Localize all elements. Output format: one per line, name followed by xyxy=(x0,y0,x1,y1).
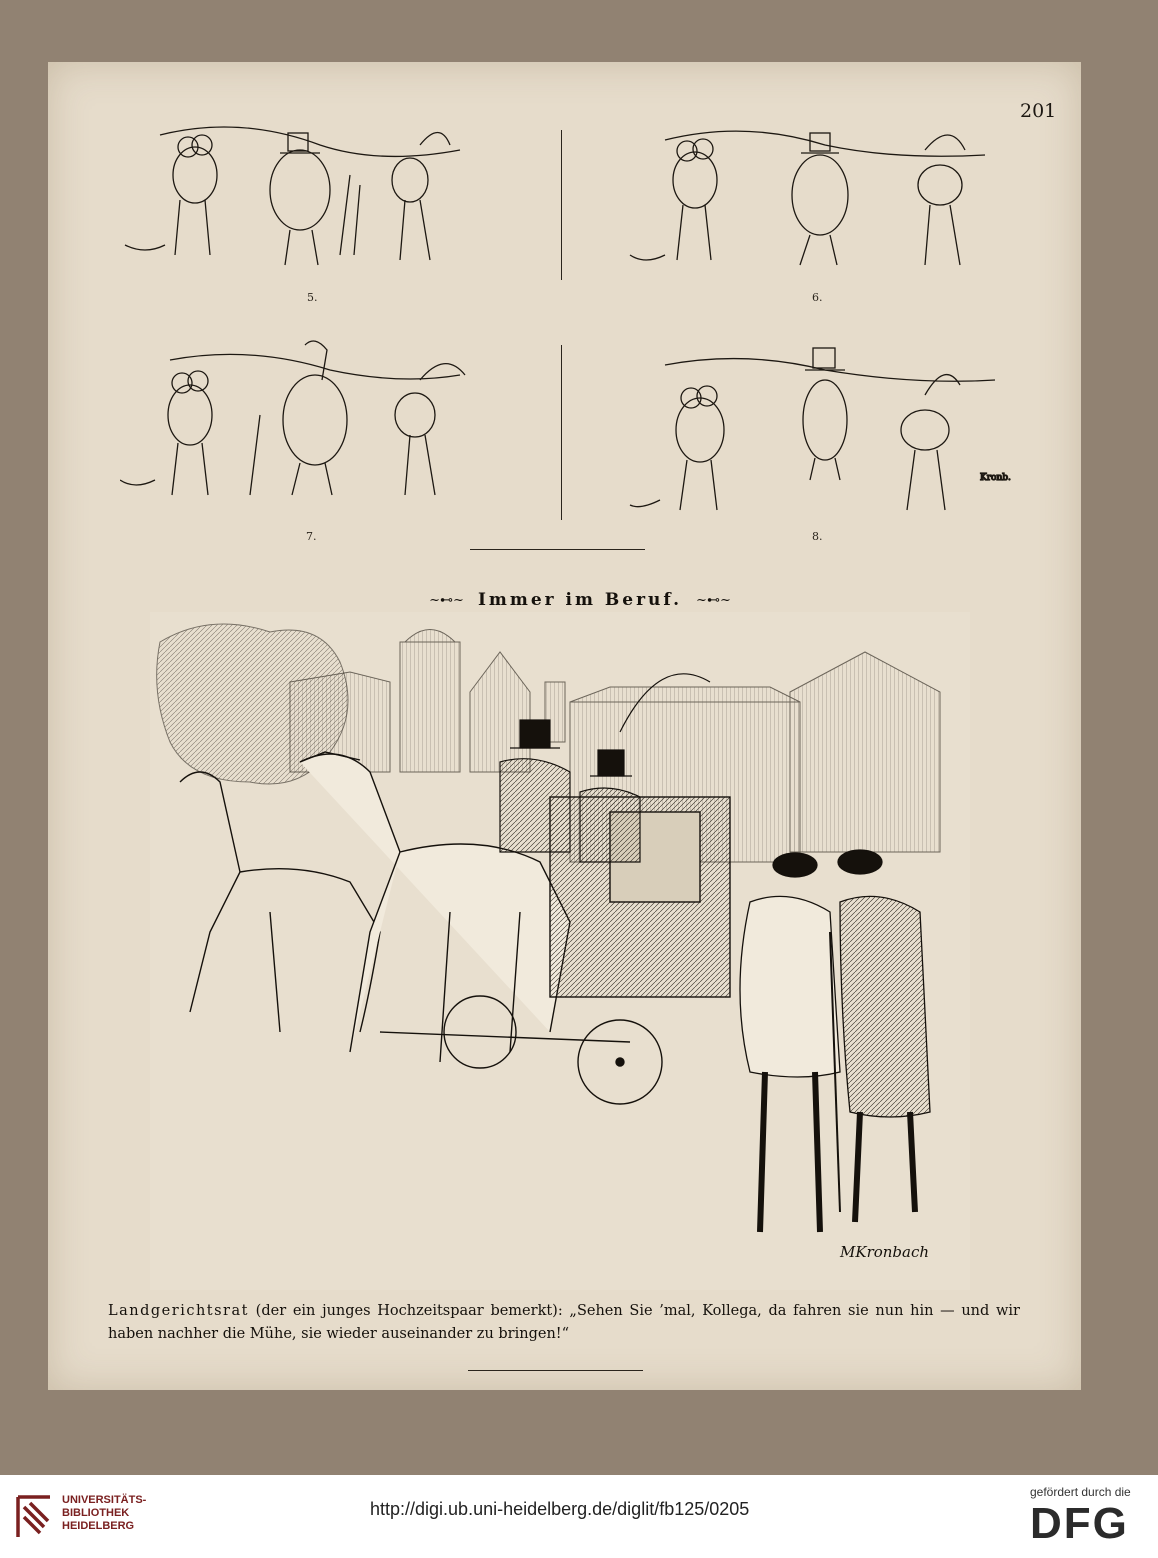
panel-divider-bottom xyxy=(561,345,562,520)
caption-speaker: Landgerichtsrat xyxy=(108,1303,249,1319)
artist-signature: MKronbach xyxy=(840,1243,930,1261)
footer-bar xyxy=(0,1475,1158,1558)
carriage-illustration xyxy=(150,612,970,1294)
dfg-logo: DFG xyxy=(1030,1499,1129,1548)
caption-text: (der ein junges Hochzeitspaar bemerkt): „Sehen Sie ’mal, Kollega, da fahren sie nun hin — und wir haben nachher die Mühe, sie wieder auseinander zu bringen!“ xyxy=(108,1303,1020,1342)
ornament-left: ~⊷~ xyxy=(429,592,464,608)
university-logo-icon xyxy=(14,1489,54,1541)
divider-rule-top xyxy=(470,549,645,550)
cartoon-panel-5 xyxy=(120,115,490,280)
cartoon-title-row xyxy=(360,586,800,614)
panel-divider-top xyxy=(561,130,562,280)
university-name: UNIVERSITÄTS- BIBLIOTHEK HEIDELBERG xyxy=(62,1494,147,1532)
mouse-penguin-frog-drawing xyxy=(120,115,490,280)
cartoon-title: Immer im Beruf. xyxy=(477,590,683,610)
digital-library-url-link[interactable]: http://digi.ub.uni-heidelberg.de/diglit/fb125/0205 xyxy=(370,1499,750,1519)
svg-text:Kronb.: Kronb. xyxy=(980,473,1011,483)
cartoon-panel-6 xyxy=(625,115,1015,280)
mouse-penguin-frog-drawing xyxy=(625,115,1015,280)
panel-number-6: 6. xyxy=(812,291,823,304)
carriage-drawing xyxy=(150,612,970,1290)
mouse-penguin-frog-drawing xyxy=(120,335,490,505)
panel-number-8: 8. xyxy=(812,530,823,543)
panel-number-5: 5. xyxy=(307,291,318,304)
divider-rule-bottom xyxy=(468,1370,643,1371)
funded-by-label: gefördert durch die xyxy=(1030,1485,1131,1499)
cartoon-panel-7 xyxy=(120,335,490,505)
caption xyxy=(108,1300,1020,1346)
mouse-penguin-frog-drawing xyxy=(625,340,1025,520)
panel-number-7: 7. xyxy=(306,530,317,543)
cartoon-panel-8 xyxy=(625,340,1025,520)
ornament-right: ~⊷~ xyxy=(696,592,731,608)
page-number: 201 xyxy=(1020,100,1057,122)
